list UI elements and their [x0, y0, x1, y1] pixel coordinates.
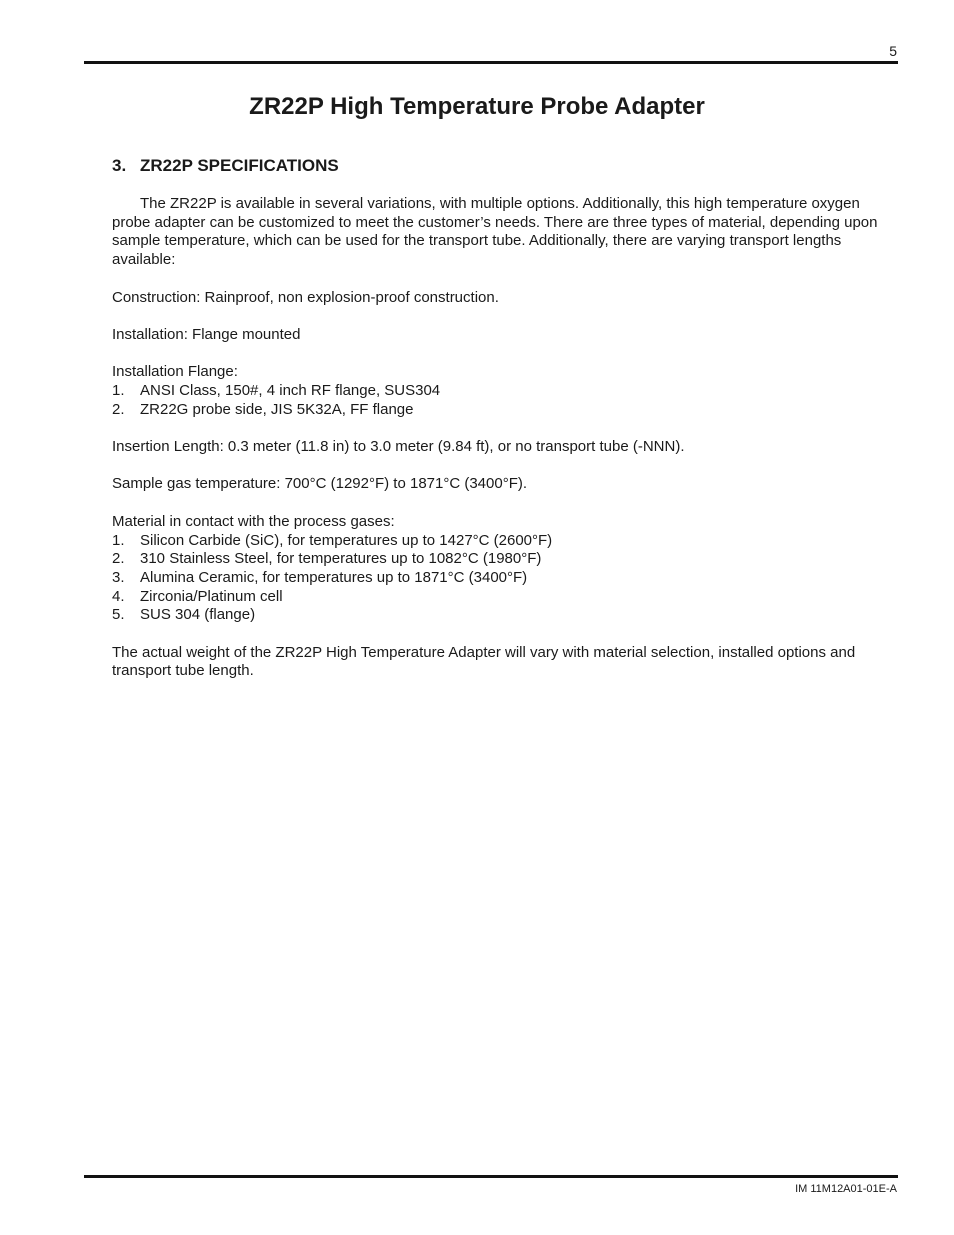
installation-spec: Installation: Flange mounted: [112, 325, 301, 343]
header-rule: [84, 61, 898, 64]
section-title: ZR22P SPECIFICATIONS: [140, 156, 339, 175]
installation-flange-list: [112, 382, 902, 419]
section-heading: [112, 155, 902, 177]
list-item: 1. ANSI Class, 150#, 4 inch RF flange, SUS304: [112, 381, 441, 399]
materials-label: Material in contact with the process gases:: [112, 512, 395, 530]
materials-list: [112, 532, 902, 626]
insertion-length-spec: Insertion Length: 0.3 meter (11.8 in) to 3.0 meter (9.84 ft), or no transport tube (-NNN).: [112, 438, 685, 456]
list-item: 1. Silicon Carbide (SiC), for temperatures up to 1427°C (2600°F): [112, 531, 553, 549]
list-item: 4. Zirconia/Platinum cell: [112, 587, 283, 605]
construction-spec: Construction: Rainproof, non explosion-proof construction.: [112, 288, 499, 306]
list-item: 3. Alumina Ceramic, for temperatures up to 1871°C (3400°F): [112, 568, 528, 586]
document-body: [112, 155, 902, 700]
footer-rule: [84, 1175, 898, 1178]
document-code: IM 11M12A01-01E-A: [795, 1183, 897, 1195]
installation-flange-label: Installation Flange:: [112, 363, 238, 381]
intro-paragraph: The ZR22P is available in several variations, with multiple options. Additionally, this high temperature oxygen probe adapter can be customized to meet the customer’s needs. There are three types of material, depending upon sample temperature, which can be used for the transport tube. Additionally, there are varying transport lengths available:: [112, 195, 878, 269]
page-number: 5: [889, 43, 897, 59]
list-item: 5. SUS 304 (flange): [112, 606, 256, 624]
list-item: 2. ZR22G probe side, JIS 5K32A, FF flange: [112, 400, 414, 418]
sample-gas-temp-spec: Sample gas temperature: 700°C (1292°F) to 1871°C (3400°F).: [112, 475, 528, 493]
list-item: 2. 310 Stainless Steel, for temperatures up to 1082°C (1980°F): [112, 550, 542, 568]
page-title: ZR22P High Temperature Probe Adapter: [249, 93, 705, 120]
section-number: 3.: [112, 156, 127, 175]
weight-note: The actual weight of the ZR22P High Temperature Adapter will vary with material selection, installed options and transport tube length.: [112, 643, 856, 680]
